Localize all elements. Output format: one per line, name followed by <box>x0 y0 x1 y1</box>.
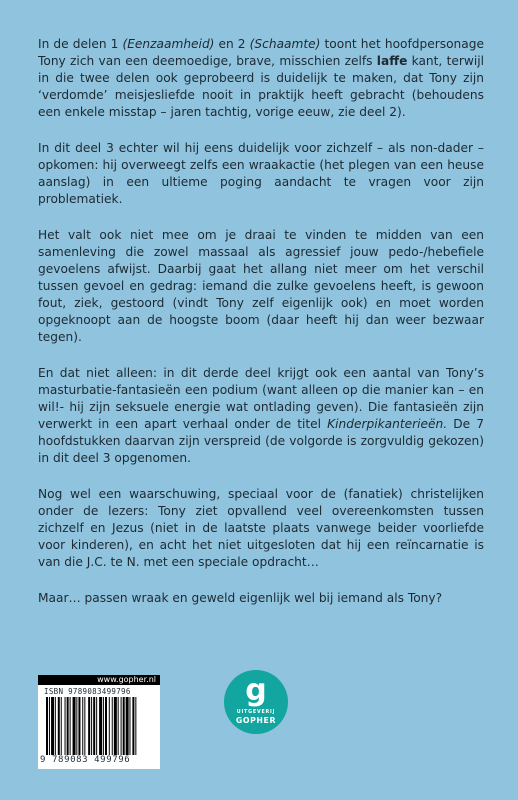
back-cover-text <box>38 36 484 626</box>
p1-text-g: kant, terwijl in die twee delen ook geprobeerd is duidelijk te maken, dat Tony zijn ‘verdomde’ meisjesliefde nooit in praktijk heeft gebracht (behoudens een enkele misstap – jaren tachtig, vorige eeuw, zie deel 2). <box>38 54 484 119</box>
gopher-g-icon: g <box>245 673 267 708</box>
paragraph-2: In dit deel 3 echter wil hij eens duidelijk voor zichzelf – als non-dader – opkomen: hij overweegt zelfs een wraakactie (het plegen van een heuse aanslag) in een ultieme poging aandacht te vragen voor zijn problematiek. <box>38 141 484 206</box>
p1-text-c: en 2 <box>214 37 250 51</box>
p4-title-kinderpikanterieen: Kinderpikanterieën. <box>327 417 448 431</box>
paragraph-6: Maar… passen wraak en geweld eigenlijk wel bij iemand als Tony? <box>38 591 443 605</box>
logo-name: GOPHER <box>235 716 277 725</box>
paragraph-3: Het valt ook niet mee om je draai te vinden te midden van een samenleving die zowel massaal als agressief jouw pedo-/hebefiele gevoelens afwijst. Daarbij gaat het allang niet meer om het verschil tussen gevoel en gedrag: iemand die zulke gevoelens heeft, is gewoon fout, ziek, gestoord (vindt Tony zelf eigenlijk ook) en moet worden opgeknoopt aan de hoogste boom (daar heeft hij dan weer bezwaar tegen). <box>38 228 484 344</box>
paragraph-4 <box>38 365 484 467</box>
paragraph-1 <box>38 36 484 121</box>
barcode-label <box>38 675 160 769</box>
barcode-url: www.gopher.nl <box>38 675 160 685</box>
logo-subtitle: UITGEVERIJ <box>236 710 276 715</box>
p1-title-eenzaamheid: (Eenzaamheid) <box>122 37 215 51</box>
paragraph-5: Nog wel een waarschuwing, speciaal voor de (fanatiek) christelijken onder de lezers: Tony ziet opvallend veel overeenkomsten tussen zichzelf en Jezus (niet in de laatste plaats vanwege beider voorliefde voor kinderen), en acht het niet uitgesloten dat hij een reïncarnatie is van die J.C. te N. met een speciale opdracht… <box>38 487 484 569</box>
publisher-logo <box>224 670 288 734</box>
p1-text-a: In de delen 1 <box>38 37 123 51</box>
p1-title-schaamte: (Schaamte) <box>249 37 321 51</box>
barcode-digits: 9 789083 499796 <box>40 755 131 765</box>
barcode-bars-icon <box>46 697 154 755</box>
p4-text-c: De 7 hoofdstukken daarvan zijn verspreid (de volgorde is zorgvuldig gekozen) in dit deel 3 opgenomen. <box>38 417 484 465</box>
p1-bold-laffe: laffe <box>376 54 408 68</box>
p1-text-e: toont het hoofdpersonage Tony zich van een deemoedige, brave, misschien zelfs <box>38 37 484 68</box>
barcode-isbn: ISBN 9789083499796 <box>44 687 131 696</box>
p4-text-a: En dat niet alleen: in dit derde deel krijgt ook een aantal van Tony’s masturbatie-fantasieën een podium (want alleen op die manier kan – en wil!- hij zijn seksuele energie wat ontlading geven). Die fantasieën zijn verwerkt in een apart verhaal onder de titel <box>38 366 484 431</box>
